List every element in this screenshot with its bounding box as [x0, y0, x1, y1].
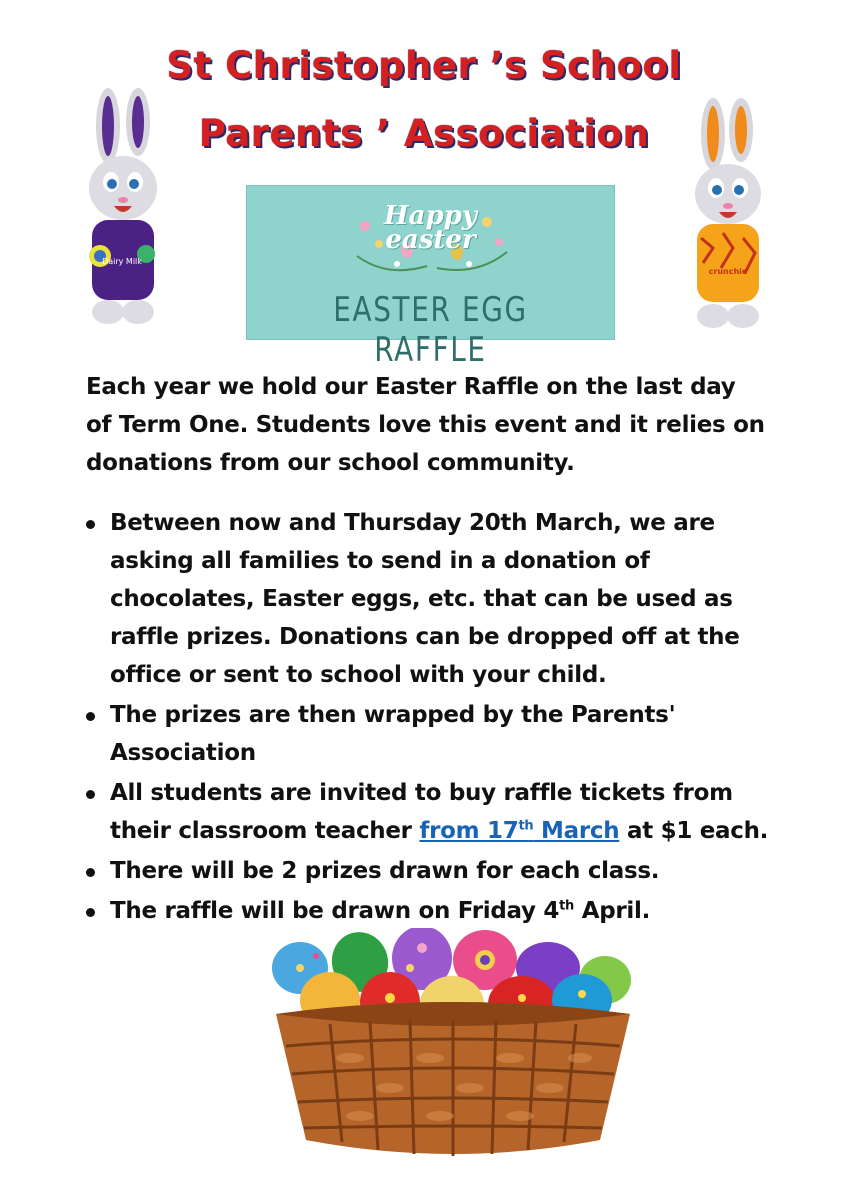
title-line-2: Parents ’ Association — [198, 112, 650, 155]
draw-text-start: The raffle will be drawn on Friday 4 — [110, 898, 560, 924]
easter-raffle-banner — [246, 185, 615, 370]
crunchie-bunny-image — [683, 98, 773, 338]
bullet-dot-icon — [86, 712, 95, 721]
tickets-text-end: at $1 each. — [619, 818, 769, 844]
dairy-milk-bunny-image — [78, 88, 168, 333]
title-line-1: St Christopher ’s School — [166, 44, 682, 87]
draw-text-end: April. — [573, 898, 651, 924]
list-item — [80, 696, 780, 772]
list-item — [80, 504, 780, 694]
greeting-line-1: Happy — [384, 201, 477, 231]
bullet-dot-icon — [86, 790, 95, 799]
bullet-dot-icon — [86, 868, 95, 877]
bullet-text-donations: Between now and Thursday 20th March, we are asking all families to send in a donation of chocolates, Easter eggs, etc. that can be used as raffle prizes. Donations can be dropped off at the office or sent to school with your child. — [110, 510, 740, 688]
banner-title: EASTER EGG RAFFLE — [333, 290, 528, 370]
happy-easter-greeting — [247, 201, 614, 255]
list-item — [80, 852, 780, 890]
bunny-right-product: crunchie — [708, 267, 748, 276]
draw-superscript: th — [559, 898, 574, 914]
bullet-text-draw-date — [110, 898, 650, 924]
bunny-left-product: Dairy Milk — [102, 257, 142, 266]
raffle-details-list — [80, 504, 780, 932]
greeting-line-2: easter — [385, 225, 476, 255]
link-text-end: March — [533, 818, 620, 844]
link-superscript: th — [518, 818, 534, 834]
from-17th-march-link[interactable] — [419, 818, 619, 844]
intro-paragraph: Each year we hold our Easter Raffle on the last day of Term One. Students love this event and it relies on donations from our school community. — [86, 374, 765, 476]
bullet-text-prizes: There will be 2 prizes drawn for each class. — [110, 858, 660, 884]
bullet-dot-icon — [86, 908, 95, 917]
list-item — [80, 892, 780, 930]
tickets-text-start: All students are invited to buy raffle tickets from their classroom teacher — [110, 780, 733, 844]
bullet-text-tickets — [110, 780, 768, 844]
list-item — [80, 774, 780, 850]
easter-egg-basket-image — [270, 928, 636, 1170]
bullet-dot-icon — [86, 520, 95, 529]
bullet-text-wrapping: The prizes are then wrapped by the Parents' Association — [110, 702, 676, 766]
link-text-start: from 17 — [419, 818, 519, 844]
